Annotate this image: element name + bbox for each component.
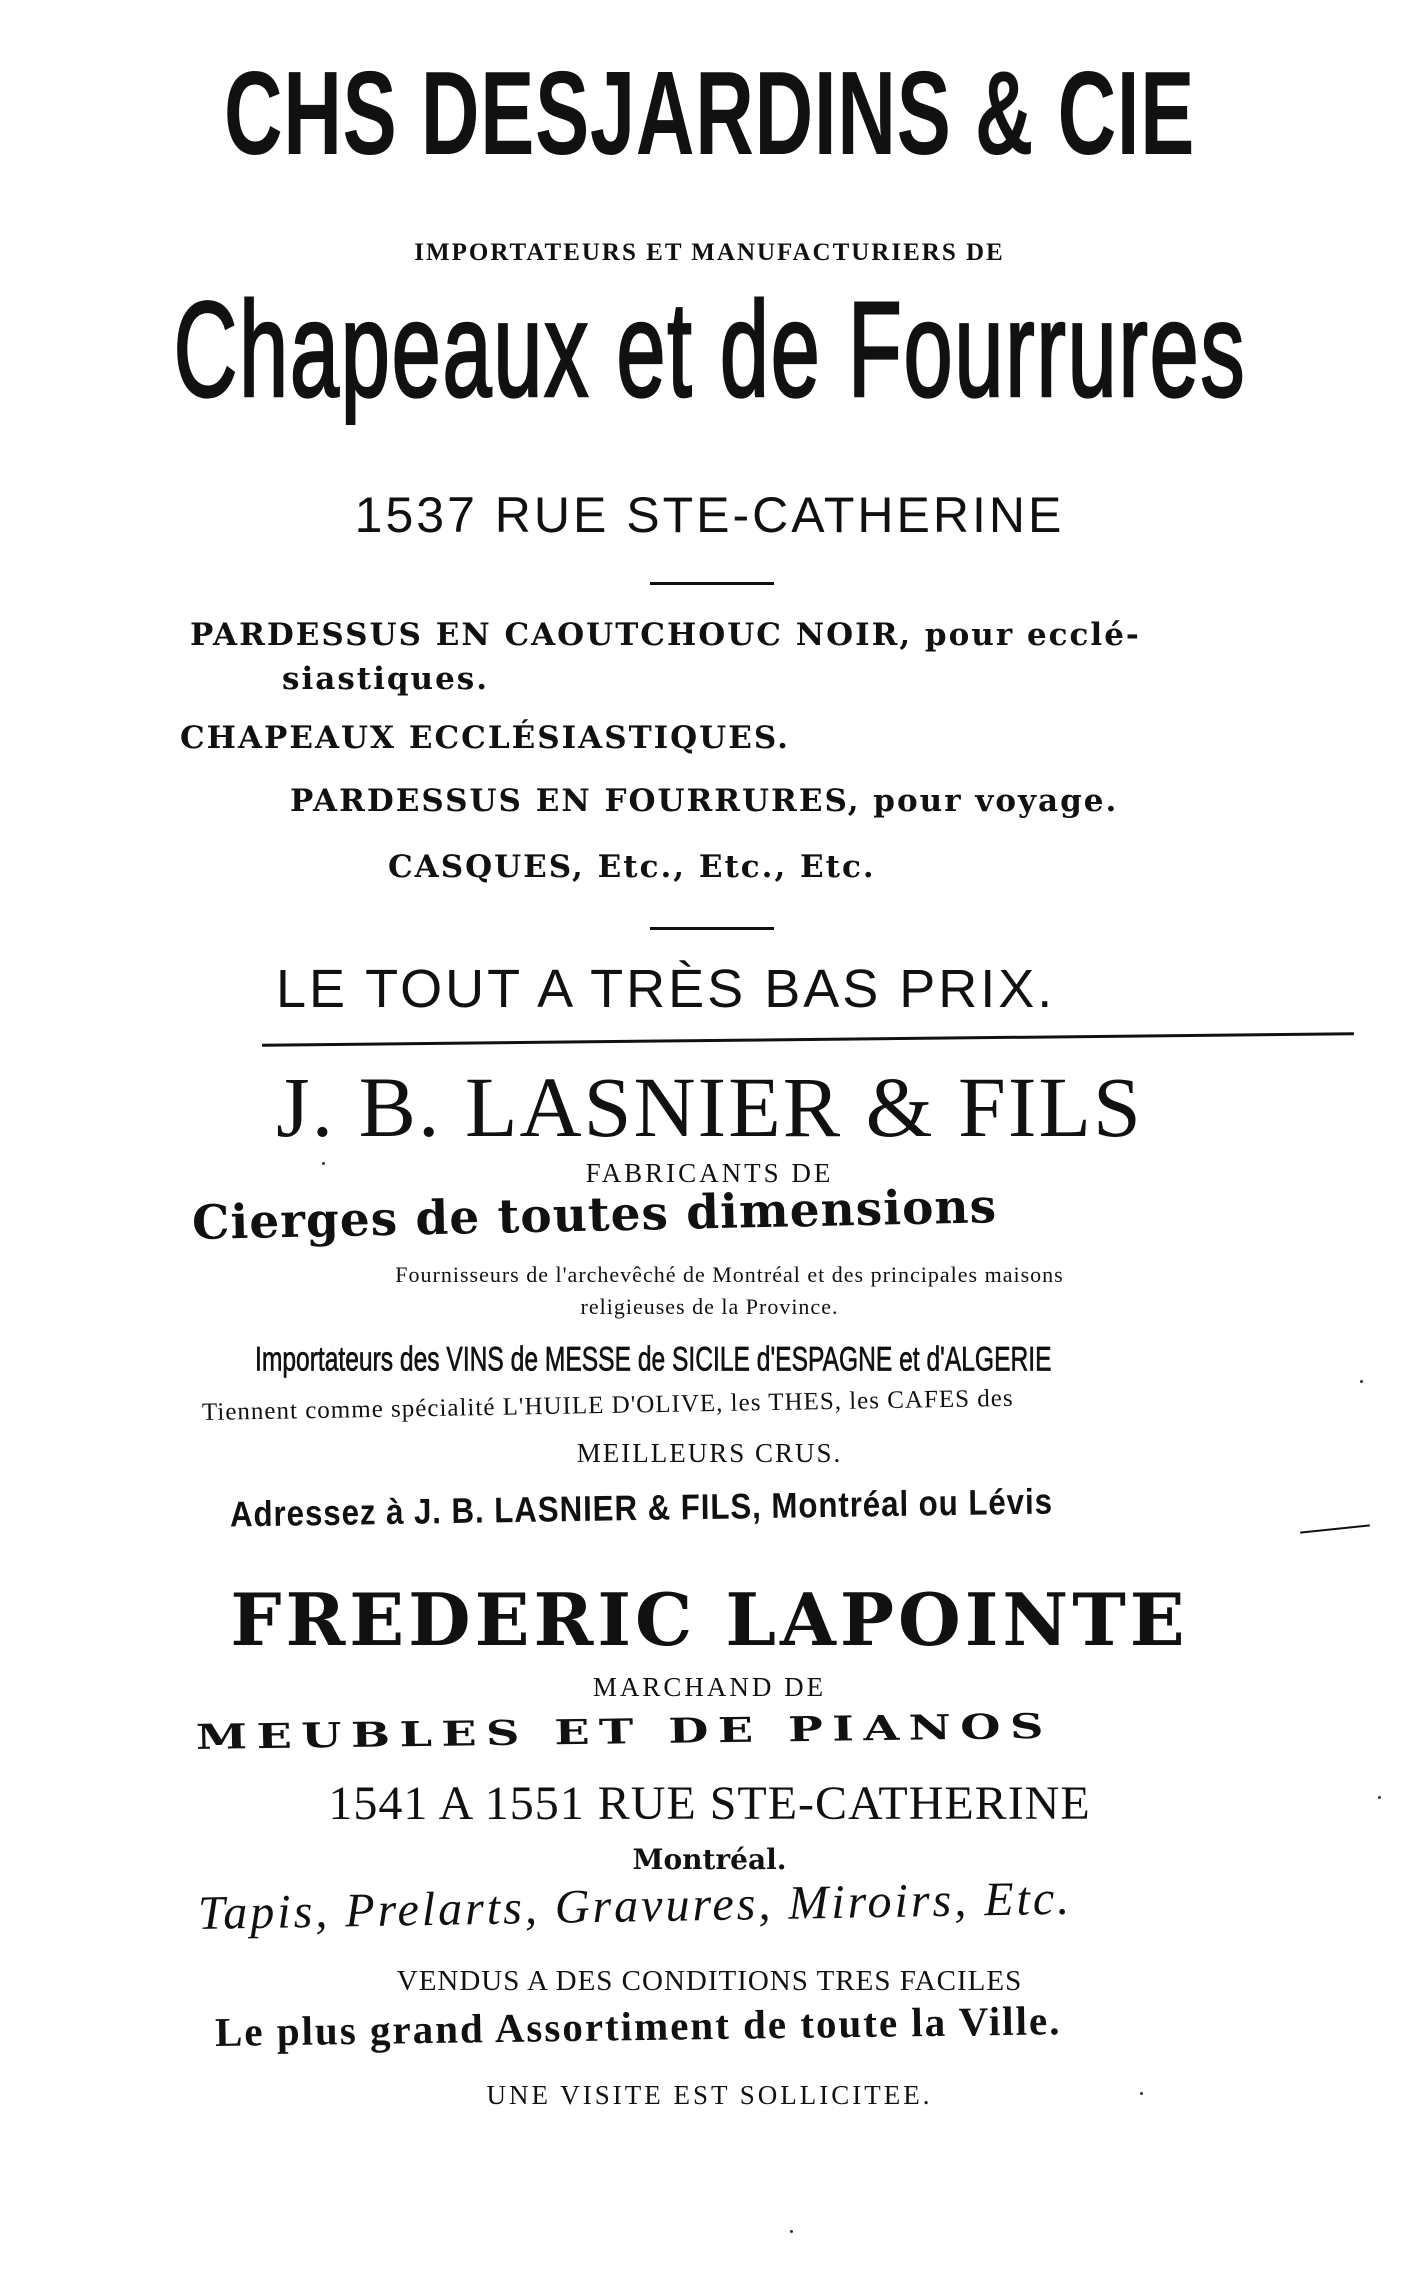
desjardins-address: 1537 RUE STE-CATHERINE: [354, 487, 1065, 543]
lapointe-headline: MEUBLES ET DE PIANOS: [195, 1706, 1054, 1758]
lasnier-subtitle: FABRICANTS DE: [585, 1158, 834, 1188]
lapointe-assortment: Le plus grand Assortiment de toute la Ville.: [214, 1997, 1062, 2055]
desjardins-item1-b: siastiques.: [282, 661, 490, 697]
desjardins-item2: CHAPEAUX ECCLÉSIASTIQUES.: [180, 720, 790, 756]
lasnier-address: Adressez à J. B. LASNIER & FILS, Montréal ou Lévis: [229, 1481, 1054, 1535]
lasnier-supplier-a: Fournisseurs de l'archevêché de Montréal et des principales maisons: [395, 1262, 1064, 1287]
divider: [650, 927, 774, 930]
lapointe-subtitle: MARCHAND DE: [592, 1672, 827, 1702]
lasnier-specialty-b: MEILLEURS CRUS.: [576, 1438, 843, 1468]
lapointe-city: Montréal.: [632, 1843, 787, 1876]
lapointe-address: 1541 A 1551 RUE STE-CATHERINE: [328, 1777, 1091, 1830]
lasnier-headline: Cierges de toutes dimensions: [191, 1179, 998, 1251]
desjardins-headline: Chapeaux et de Fourrures: [173, 273, 1246, 425]
desjardins-item1-a: PARDESSUS EN CAOUTCHOUC NOIR, pour ecclé-: [190, 617, 1141, 653]
desjardins-name: CHS DESJARDINS & CIE: [223, 47, 1196, 181]
scan-speck: [322, 1162, 325, 1165]
lapointe-terms: VENDUS A DES CONDITIONS TRES FACILES: [396, 1965, 1023, 1997]
lasnier-name: J. B. LASNIER & FILS: [276, 1059, 1143, 1155]
scan-speck: [1378, 1796, 1381, 1799]
desjardins-item4: CASQUES, Etc., Etc., Etc.: [388, 849, 876, 885]
desjardins-tagline: LE TOUT A TRÈS BAS PRIX.: [276, 959, 1056, 1019]
lasnier-supplier-b: religieuses de la Province.: [580, 1294, 839, 1319]
desjardins-item3: PARDESSUS EN FOURRURES, pour voyage.: [290, 783, 1119, 819]
lasnier-importers: Importateurs des VINS de MESSE de SICILE d'ESPAGNE et d'ALGERIE: [255, 1340, 1052, 1379]
lapointe-visit: UNE VISITE EST SOLLICITEE.: [486, 2080, 933, 2110]
scan-speck: [1360, 1380, 1363, 1383]
scan-speck: [1140, 2092, 1143, 2095]
desjardins-subtitle: IMPORTATEURS ET MANUFACTURIERS DE: [414, 239, 1005, 266]
scan-speck: [790, 2230, 793, 2233]
divider: [1300, 1524, 1370, 1533]
divider: [650, 582, 774, 585]
lapointe-items: Tapis, Prelarts, Gravures, Miroirs, Etc.: [197, 1871, 1073, 1940]
divider: [262, 1032, 1354, 1046]
lapointe-name: FREDERIC LAPOINTE: [230, 1577, 1189, 1662]
lasnier-specialty-a: Tiennent comme spécialité L'HUILE D'OLIVE, les THES, les CAFES des: [201, 1384, 1014, 1426]
